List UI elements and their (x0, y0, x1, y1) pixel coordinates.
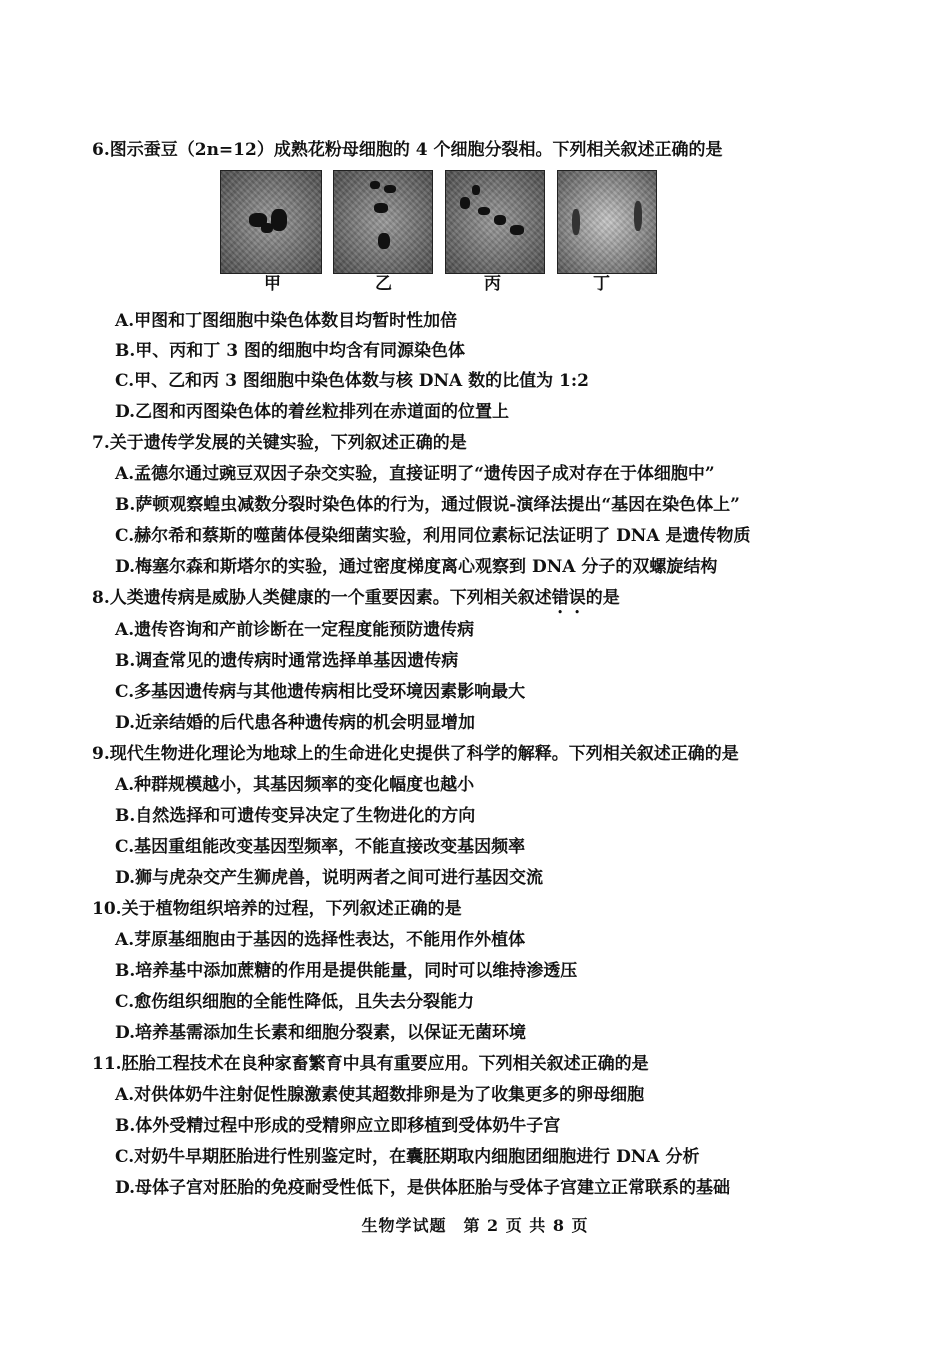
q8-option-a: A.遗传咨询和产前诊断在一定程度能预防遗传病 (115, 620, 475, 640)
q10-option-d: D.培养基需添加生长素和细胞分裂素，以保证无菌环境 (115, 1023, 527, 1043)
q8-stem-emphasis: 错误 (551, 588, 586, 608)
question-11-stem: 11.胚胎工程技术在良种家畜繁育中具有重要应用。下列相关叙述正确的是 (92, 1054, 649, 1074)
q9-option-a: A.种群规模越小，其基因频率的变化幅度也越小 (115, 775, 475, 795)
q7-option-d: D.梅塞尔森和斯塔尔的实验，通过密度梯度离心观察到 DNA 分子的双螺旋结构 (115, 557, 718, 577)
q9-option-c: C.基因重组能改变基因型频率，不能直接改变基因频率 (115, 837, 526, 857)
q8-stem-after: 的是 (585, 588, 620, 608)
q8-stem-before: 8.人类遗传病是威胁人类健康的一个重要因素。下列相关叙述 (92, 588, 552, 608)
q11-option-d: D.母体子宫对胚胎的免疫耐受性低下，是供体胚胎与受体子宫建立正常联系的基础 (115, 1178, 731, 1198)
micrograph-bing (445, 170, 545, 274)
q6-option-c: C.甲、乙和丙 3 图细胞中染色体数与核 DNA 数的比值为 1:2 (115, 371, 589, 391)
q6-option-a: A.甲图和丁图细胞中染色体数目均暂时性加倍 (115, 311, 458, 331)
q8-option-c: C.多基因遗传病与其他遗传病相比受环境因素影响最大 (115, 682, 526, 702)
q10-option-b: B.培养基中添加蔗糖的作用是提供能量，同时可以维持渗透压 (115, 961, 578, 981)
question-7-stem: 7.关于遗传学发展的关键实验，下列叙述正确的是 (92, 433, 467, 453)
q8-option-d: D.近亲结婚的后代患各种遗传病的机会明显增加 (115, 713, 476, 733)
micrograph-jia (220, 170, 322, 274)
question-10-stem: 10.关于植物组织培养的过程，下列叙述正确的是 (92, 899, 462, 919)
q7-option-b: B.萨顿观察蝗虫减数分裂时染色体的行为，通过假说-演绎法提出“基因在染色体上” (115, 495, 740, 515)
question-9-stem: 9.现代生物进化理论为地球上的生命进化史提供了科学的解释。下列相关叙述正确的是 (92, 744, 739, 764)
figure-label-ding: 丁 (593, 274, 610, 294)
cell-division-figures (220, 170, 660, 272)
q11-option-c: C.对奶牛早期胚胎进行性别鉴定时，在囊胚期取内细胞团细胞进行 DNA 分析 (115, 1147, 700, 1167)
figure-label-jia: 甲 (264, 274, 281, 294)
q7-option-c: C.赫尔希和蔡斯的噬菌体侵染细菌实验，利用同位素标记法证明了 DNA 是遗传物质 (115, 526, 751, 546)
micrograph-ding (557, 170, 657, 274)
q10-option-c: C.愈伤组织细胞的全能性降低，且失去分裂能力 (115, 992, 475, 1012)
q6-option-d: D.乙图和丙图染色体的着丝粒排列在赤道面的位置上 (115, 402, 510, 422)
q7-option-a: A.孟德尔通过豌豆双因子杂交实验，直接证明了“遗传因子成对存在于体细胞中” (115, 464, 715, 484)
q8-option-b: B.调查常见的遗传病时通常选择单基因遗传病 (115, 651, 459, 671)
figure-label-bing: 丙 (484, 274, 501, 294)
question-6-stem: 6.图示蚕豆（2n=12）成熟花粉母细胞的 4 个细胞分裂相。下列相关叙述正确的是 (92, 140, 723, 160)
q9-option-d: D.狮与虎杂交产生狮虎兽，说明两者之间可进行基因交流 (115, 868, 544, 888)
q6-option-b: B.甲、丙和丁 3 图的细胞中均含有同源染色体 (115, 341, 465, 361)
page-footer: 生物学试题 第 2 页 共 8 页 (361, 1216, 589, 1235)
q9-option-b: B.自然选择和可遗传变异决定了生物进化的方向 (115, 806, 476, 826)
q11-option-b: B.体外受精过程中形成的受精卵应立即移植到受体奶牛子宫 (115, 1116, 561, 1136)
micrograph-yi (333, 170, 433, 274)
q11-option-a: A.对供体奶牛注射促性腺激素使其超数排卵是为了收集更多的卵母细胞 (115, 1085, 645, 1105)
q10-option-a: A.芽原基细胞由于基因的选择性表达，不能用作外植体 (115, 930, 526, 950)
figure-label-yi: 乙 (375, 274, 392, 294)
question-8-stem (92, 587, 620, 618)
